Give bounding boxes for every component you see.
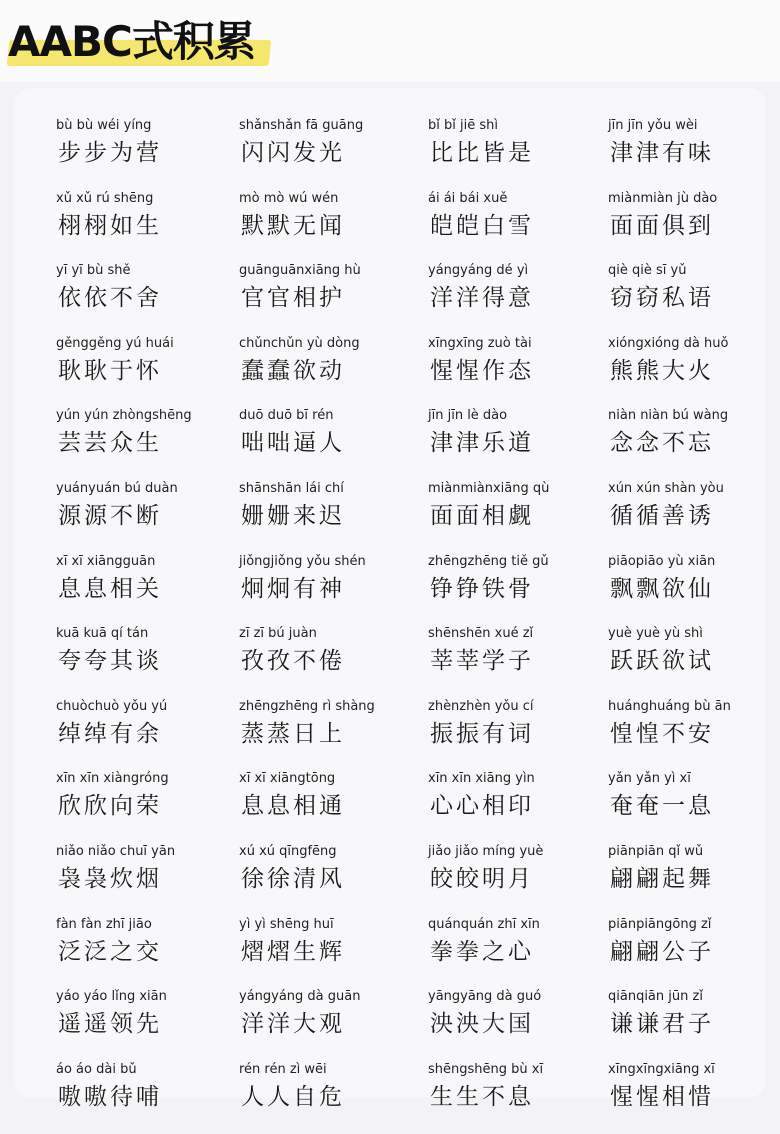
idiom-entry bbox=[40, 844, 223, 917]
idiom-entry bbox=[592, 408, 762, 481]
idiom-entry bbox=[412, 771, 592, 844]
idiom-entry bbox=[40, 554, 223, 627]
idiom-pinyin: zī zī bú juàn bbox=[239, 626, 317, 642]
idiom-pinyin: xióngxióng dà huǒ bbox=[608, 335, 729, 351]
idiom-word: 泱泱大国 bbox=[430, 1011, 534, 1038]
idiom-pinyin: niǎo niǎo chuī yān bbox=[56, 843, 176, 859]
idiom-word: 惺惺作态 bbox=[430, 357, 534, 384]
idiom-entry bbox=[223, 481, 412, 554]
idiom-pinyin: piāopiāo yù xiān bbox=[608, 553, 716, 569]
idiom-word: 息息相关 bbox=[58, 575, 162, 602]
idiom-word: 惶惶不安 bbox=[610, 720, 714, 747]
idiom-word: 咄咄逼人 bbox=[241, 430, 345, 457]
idiom-entry bbox=[223, 408, 412, 481]
idiom-pinyin: zhènzhèn yǒu cí bbox=[428, 698, 534, 714]
idiom-word: 耿耿于怀 bbox=[58, 357, 162, 384]
idiom-grid bbox=[40, 118, 762, 1134]
idiom-entry bbox=[592, 917, 762, 990]
idiom-word: 熠熠生辉 bbox=[241, 938, 345, 965]
page-title: AABC式积累 bbox=[8, 17, 255, 66]
idiom-entry bbox=[592, 844, 762, 917]
idiom-pinyin: yáo yáo lǐng xiān bbox=[56, 989, 167, 1005]
idiom-word: 遥遥领先 bbox=[58, 1011, 162, 1038]
idiom-word: 津津乐道 bbox=[430, 430, 534, 457]
idiom-word: 奄奄一息 bbox=[610, 793, 714, 820]
idiom-pinyin: bù bù wéi yíng bbox=[56, 118, 152, 133]
idiom-entry bbox=[412, 917, 592, 990]
idiom-entry bbox=[592, 626, 762, 699]
idiom-word: 比比皆是 bbox=[430, 140, 534, 166]
idiom-pinyin: shǎnshǎn fā guāng bbox=[239, 118, 364, 133]
idiom-word: 皎皎明月 bbox=[430, 865, 534, 892]
idiom-word: 循循善诱 bbox=[610, 502, 714, 529]
idiom-entry bbox=[223, 554, 412, 627]
idiom-pinyin: xī xī xiāngguān bbox=[56, 553, 156, 569]
header bbox=[0, 0, 780, 82]
idiom-word: 步步为营 bbox=[58, 140, 162, 166]
idiom-entry bbox=[592, 191, 762, 264]
idiom-entry bbox=[412, 191, 592, 264]
idiom-word: 生生不息 bbox=[430, 1083, 534, 1110]
idiom-pinyin: zhēngzhēng rì shàng bbox=[239, 698, 375, 714]
idiom-entry bbox=[40, 771, 223, 844]
idiom-word: 默默无闻 bbox=[241, 212, 345, 239]
idiom-pinyin: mò mò wú wén bbox=[239, 190, 339, 206]
idiom-entry bbox=[40, 989, 223, 1062]
idiom-word: 夸夸其谈 bbox=[58, 648, 162, 675]
idiom-pinyin: gěnggěng yú huái bbox=[56, 335, 174, 351]
idiom-pinyin: guānguānxiāng hù bbox=[239, 263, 361, 279]
idiom-entry bbox=[412, 699, 592, 772]
title-block bbox=[8, 14, 255, 70]
idiom-word: 源源不断 bbox=[58, 502, 162, 529]
idiom-entry bbox=[412, 118, 592, 191]
idiom-entry bbox=[40, 191, 223, 264]
idiom-word: 洋洋大观 bbox=[241, 1011, 345, 1038]
idiom-word: 心心相印 bbox=[430, 793, 534, 820]
idiom-pinyin: yún yún zhòngshēng bbox=[56, 408, 192, 424]
idiom-pinyin: yī yī bù shě bbox=[56, 263, 131, 279]
idiom-entry bbox=[592, 699, 762, 772]
idiom-pinyin: fàn fàn zhī jiāo bbox=[56, 916, 152, 932]
idiom-word: 惺惺相惜 bbox=[610, 1083, 714, 1110]
idiom-pinyin: yuányuán bú duàn bbox=[56, 480, 178, 496]
idiom-entry bbox=[40, 699, 223, 772]
idiom-word: 人人自危 bbox=[241, 1083, 345, 1110]
idiom-pinyin: quánquán zhī xīn bbox=[428, 916, 540, 932]
idiom-pinyin: yángyáng dé yì bbox=[428, 263, 529, 279]
idiom-entry bbox=[412, 989, 592, 1062]
idiom-word: 欣欣向荣 bbox=[58, 793, 162, 820]
idiom-entry bbox=[412, 263, 592, 336]
idiom-entry bbox=[412, 408, 592, 481]
idiom-entry bbox=[592, 481, 762, 554]
idiom-word: 拳拳之心 bbox=[430, 938, 534, 965]
idiom-entry bbox=[223, 1062, 412, 1134]
idiom-pinyin: jiǎo jiǎo míng yuè bbox=[428, 843, 544, 859]
idiom-word: 振振有词 bbox=[430, 720, 534, 747]
idiom-pinyin: ái ái bái xuě bbox=[428, 190, 508, 206]
idiom-word: 飘飘欲仙 bbox=[610, 575, 714, 602]
idiom-word: 皑皑白雪 bbox=[430, 212, 534, 239]
idiom-word: 官官相护 bbox=[241, 285, 345, 312]
idiom-entry bbox=[412, 554, 592, 627]
idiom-entry bbox=[412, 1062, 592, 1134]
idiom-word: 洋洋得意 bbox=[430, 285, 534, 312]
idiom-entry bbox=[223, 263, 412, 336]
idiom-entry bbox=[223, 699, 412, 772]
idiom-pinyin: shēnshēn xué zǐ bbox=[428, 626, 534, 642]
idiom-word: 翩翩起舞 bbox=[610, 865, 714, 892]
idiom-word: 窃窃私语 bbox=[610, 285, 714, 312]
idiom-word: 面面相觑 bbox=[430, 502, 534, 529]
idiom-pinyin: jīn jīn lè dào bbox=[428, 408, 508, 424]
idiom-entry bbox=[223, 118, 412, 191]
idiom-word: 姗姗来迟 bbox=[241, 502, 345, 529]
idiom-entry bbox=[223, 191, 412, 264]
idiom-word: 谦谦君子 bbox=[610, 1011, 714, 1038]
idiom-pinyin: bǐ bǐ jiē shì bbox=[428, 118, 498, 133]
idiom-word: 莘莘学子 bbox=[430, 648, 534, 675]
idiom-entry bbox=[412, 626, 592, 699]
idiom-entry bbox=[592, 336, 762, 409]
idiom-entry bbox=[412, 481, 592, 554]
idiom-pinyin: zhēngzhēng tiě gǔ bbox=[428, 553, 549, 569]
idiom-entry bbox=[223, 626, 412, 699]
idiom-pinyin: qiānqiān jūn zǐ bbox=[608, 989, 703, 1005]
idiom-word: 面面俱到 bbox=[610, 212, 714, 239]
idiom-pinyin: huánghuáng bù ān bbox=[608, 698, 731, 714]
idiom-pinyin: yuè yuè yù shì bbox=[608, 626, 703, 642]
idiom-pinyin: xīngxīng zuò tài bbox=[428, 335, 532, 351]
idiom-entry bbox=[40, 481, 223, 554]
idiom-entry bbox=[592, 263, 762, 336]
idiom-word: 息息相通 bbox=[241, 793, 345, 820]
idiom-word: 依依不舍 bbox=[58, 285, 162, 312]
idiom-entry bbox=[592, 771, 762, 844]
idiom-entry bbox=[40, 263, 223, 336]
idiom-word: 嗷嗷待哺 bbox=[58, 1083, 162, 1110]
idiom-pinyin: xīn xīn xiāng yìn bbox=[428, 771, 535, 787]
idiom-pinyin: xún xún shàn yòu bbox=[608, 480, 724, 496]
idiom-pinyin: rén rén zì wēi bbox=[239, 1061, 327, 1077]
idiom-pinyin: chǔnchǔn yù dòng bbox=[239, 335, 360, 351]
idiom-pinyin: yì yì shēng huī bbox=[239, 916, 334, 932]
idiom-pinyin: yángyáng dà guān bbox=[239, 989, 361, 1005]
idiom-word: 泛泛之交 bbox=[58, 938, 162, 965]
idiom-pinyin: miànmiànxiāng qù bbox=[428, 480, 550, 496]
idiom-entry bbox=[40, 626, 223, 699]
idiom-entry bbox=[592, 118, 762, 191]
idiom-entry bbox=[592, 1062, 762, 1134]
idiom-pinyin: kuā kuā qí tán bbox=[56, 626, 149, 642]
idiom-pinyin: xīn xīn xiàngróng bbox=[56, 771, 169, 787]
idiom-pinyin: jiǒngjiǒng yǒu shén bbox=[239, 553, 366, 569]
idiom-entry bbox=[412, 336, 592, 409]
idiom-entry bbox=[223, 771, 412, 844]
idiom-pinyin: qiè qiè sī yǔ bbox=[608, 263, 687, 279]
idiom-entry bbox=[223, 844, 412, 917]
idiom-pinyin: piānpiān qǐ wǔ bbox=[608, 843, 704, 859]
idiom-entry bbox=[223, 336, 412, 409]
idiom-word: 栩栩如生 bbox=[58, 212, 162, 239]
idiom-pinyin: shānshān lái chí bbox=[239, 480, 344, 496]
idiom-entry bbox=[412, 844, 592, 917]
idiom-entry bbox=[40, 408, 223, 481]
idiom-word: 炯炯有神 bbox=[241, 575, 345, 602]
idiom-word: 芸芸众生 bbox=[58, 430, 162, 457]
idiom-pinyin: áo áo dài bǔ bbox=[56, 1061, 137, 1077]
idiom-word: 闪闪发光 bbox=[241, 140, 345, 166]
idiom-word: 翩翩公子 bbox=[610, 938, 714, 965]
idiom-pinyin: xǔ xǔ rú shēng bbox=[56, 190, 154, 206]
idiom-pinyin: yǎn yǎn yì xī bbox=[608, 771, 691, 787]
idiom-word: 徐徐清风 bbox=[241, 865, 345, 892]
idiom-pinyin: miànmiàn jù dào bbox=[608, 190, 718, 206]
idiom-pinyin: xú xú qīngfēng bbox=[239, 843, 337, 859]
idiom-pinyin: niàn niàn bú wàng bbox=[608, 408, 729, 424]
idiom-word: 念念不忘 bbox=[610, 430, 714, 457]
idiom-entry bbox=[592, 554, 762, 627]
idiom-pinyin: shēngshēng bù xī bbox=[428, 1061, 544, 1077]
idiom-pinyin: jīn jīn yǒu wèi bbox=[608, 118, 698, 133]
idiom-entry bbox=[40, 336, 223, 409]
idiom-entry bbox=[40, 917, 223, 990]
idiom-word: 跃跃欲试 bbox=[610, 648, 714, 675]
idiom-word: 蠢蠢欲动 bbox=[241, 357, 345, 384]
idiom-pinyin: xī xī xiāngtōng bbox=[239, 771, 336, 787]
idiom-pinyin: chuòchuò yǒu yú bbox=[56, 698, 168, 714]
idiom-pinyin: yāngyāng dà guó bbox=[428, 989, 542, 1005]
idiom-word: 津津有味 bbox=[610, 140, 714, 166]
idiom-pinyin: xīngxīngxiāng xī bbox=[608, 1061, 715, 1077]
idiom-word: 熊熊大火 bbox=[610, 357, 714, 384]
idiom-entry bbox=[40, 118, 223, 191]
idiom-word: 蒸蒸日上 bbox=[241, 720, 345, 747]
idiom-pinyin: duō duō bī rén bbox=[239, 408, 334, 424]
idiom-entry bbox=[592, 989, 762, 1062]
idiom-entry bbox=[223, 989, 412, 1062]
idiom-entry bbox=[40, 1062, 223, 1134]
idiom-word: 绰绰有余 bbox=[58, 720, 162, 747]
idiom-word: 袅袅炊烟 bbox=[58, 865, 162, 892]
idiom-word: 铮铮铁骨 bbox=[430, 575, 534, 602]
idiom-word: 孜孜不倦 bbox=[241, 648, 345, 675]
idiom-entry bbox=[223, 917, 412, 990]
idiom-pinyin: piānpiāngōng zǐ bbox=[608, 916, 712, 932]
